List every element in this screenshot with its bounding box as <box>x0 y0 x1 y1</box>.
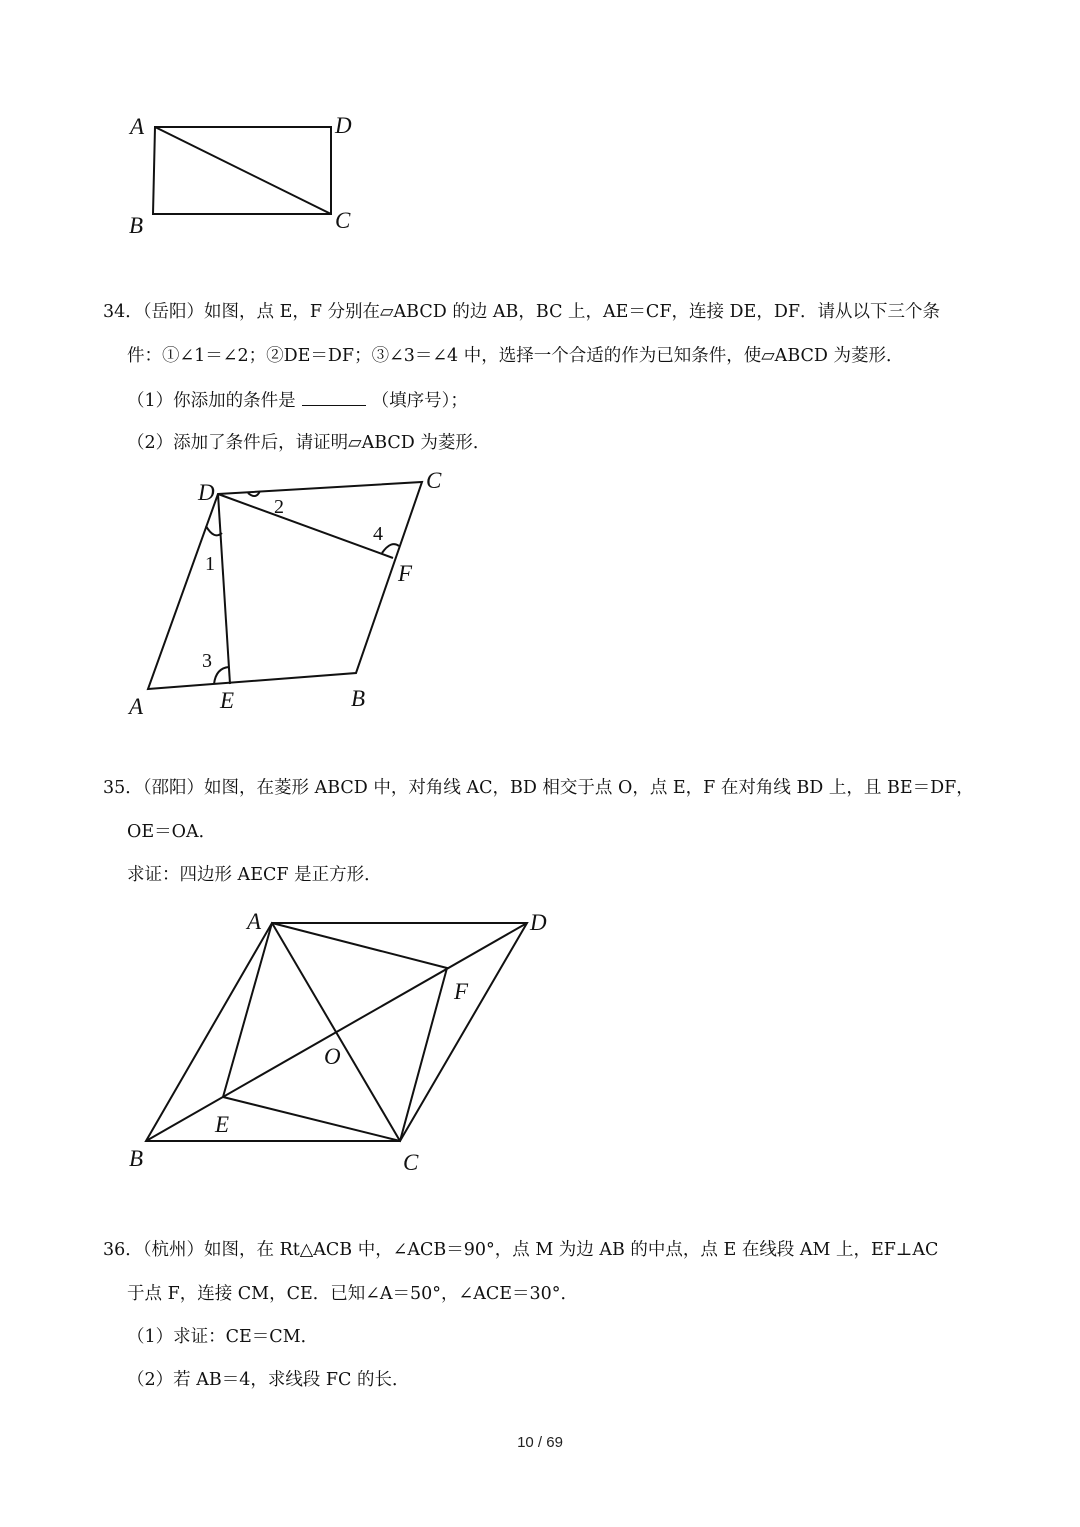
label-a: A <box>130 114 145 139</box>
label-a: A <box>129 694 144 719</box>
label-f: F <box>454 979 469 1004</box>
diagonal-bd <box>146 923 527 1141</box>
q34-part2: （2）添加了条件后，请证明▱ABCD 为菱形． <box>127 433 491 453</box>
label-e: E <box>220 688 235 713</box>
q36-line1: 36．（杭州）如图，在 Rt△ACB 中，∠ACB＝90°，点 M 为边 AB 的中点，点 E 在线段 AM 上，EF⊥AC <box>103 1240 939 1260</box>
label-d: D <box>530 910 547 935</box>
page-number: 10 / 69 <box>517 1434 563 1451</box>
label-e: E <box>215 1112 230 1137</box>
label-c: C <box>426 468 442 493</box>
label-d: D <box>198 480 215 505</box>
q34-part1-suffix: （填序号）； <box>371 391 468 411</box>
label-o: O <box>324 1044 341 1069</box>
label-b: B <box>129 213 144 238</box>
q34-line2: 件：①∠1＝∠2；②DE＝DF；③∠3＝∠4 中，选择一个合适的作为已知条件，使▱ABCD 为菱形． <box>127 346 904 366</box>
angle-label-4: 4 <box>373 523 383 545</box>
q36-part2: （2）若 AB＝4，求线段 FC 的长． <box>127 1370 410 1390</box>
q34-part1-text: （1）你添加的条件是 <box>127 391 296 411</box>
label-c: C <box>403 1150 419 1175</box>
q36-line2: 于点 F，连接 CM，CE．已知∠A＝50°，∠ACE＝30°． <box>127 1284 579 1304</box>
q35-line3: 求证：四边形 AECF 是正方形． <box>127 865 382 885</box>
label-d: D <box>335 113 352 138</box>
label-a: A <box>247 909 262 934</box>
label-c: C <box>335 208 351 233</box>
q34-line1: 34．（岳阳）如图，点 E，F 分别在▱ABCD 的边 AB，BC 上，AE＝CF，连接 DE，DF．请从以下三个条 <box>103 302 941 322</box>
angle-label-3: 3 <box>202 650 212 672</box>
angle-label-2: 2 <box>274 496 284 518</box>
q35-line1: 35．（邵阳）如图，在菱形 ABCD 中，对角线 AC，BD 相交于点 O，点 E，F 在对角线 BD 上，且 BE＝DF， <box>103 778 974 798</box>
q35-line2: OE＝OA． <box>127 822 217 842</box>
label-f: F <box>398 561 413 586</box>
label-b: B <box>129 1146 144 1171</box>
label-b: B <box>351 686 366 711</box>
q36-part1: （1）求证：CE＝CM． <box>127 1327 319 1347</box>
angle-label-1: 1 <box>205 553 215 575</box>
